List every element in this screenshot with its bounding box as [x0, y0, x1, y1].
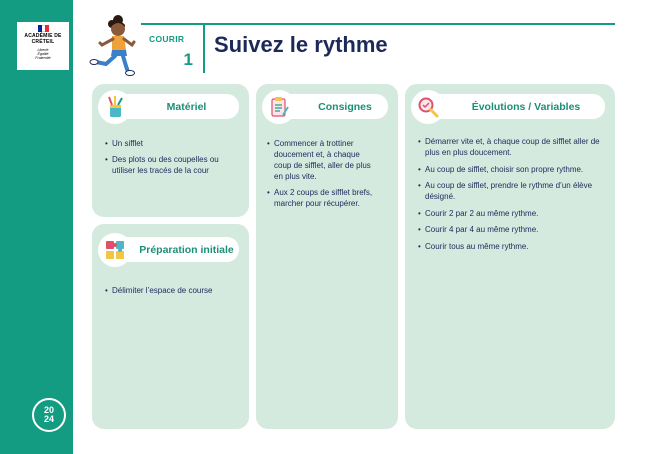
list-item: • Commencer à trottiner doucement et, à chaque coup de sifflet, aller de plus en plus vite. — [267, 138, 379, 182]
activity-number: 1 — [183, 50, 193, 69]
pencil-cup-icon — [98, 90, 132, 124]
list-item: • Aux 2 coups de sifflet brefs, marcher pour récupérer. — [267, 187, 379, 209]
materiel-list — [105, 138, 240, 181]
header-rule — [203, 23, 615, 25]
page-title: Suivez le rythme — [214, 32, 388, 57]
card-header — [417, 94, 605, 119]
list-item: • Courir 2 par 2 au même rythme. — [418, 208, 603, 219]
card-title-materiel: Matériel — [166, 100, 207, 113]
academie-logo — [17, 22, 69, 70]
list-item: • Au coup de sifflet, prendre le rythme d’un élève désigné. — [418, 180, 603, 202]
card-title-evolutions: Évolutions / Variables — [471, 100, 581, 113]
french-flag-icon — [38, 25, 49, 32]
card-title-preparation: Préparation initiale — [139, 243, 234, 256]
list-item: • Démarrer vite et, à chaque coup de sifflet aller de plus en plus doucement. — [418, 136, 603, 158]
list-item: • Des plots ou des coupelles ou utiliser les tracés de la cour — [105, 154, 240, 176]
list-item: • Courir 4 par 4 au même rythme. — [418, 224, 603, 235]
preparation-list — [105, 285, 240, 301]
olympic-2024-badge: 20 24 — [32, 398, 66, 432]
card-preparation — [92, 224, 249, 429]
clipboard-icon — [262, 90, 296, 124]
card-materiel — [92, 84, 249, 217]
consignes-list — [267, 138, 379, 214]
puzzle-icon — [98, 233, 132, 267]
runner-illustration — [88, 14, 142, 76]
sidebar — [0, 0, 73, 454]
activity-label-box — [141, 23, 205, 73]
logo-motto: Liberté Égalité Fraternité — [35, 48, 51, 61]
activity-category: COURIR — [149, 34, 185, 44]
magnifier-icon — [411, 90, 445, 124]
list-item: • Délimiter l’espace de course — [105, 285, 240, 296]
evolutions-list — [418, 136, 603, 257]
list-item: • Un sifflet — [105, 138, 240, 149]
card-consignes — [256, 84, 398, 429]
card-evolutions — [405, 84, 615, 429]
list-item: • Courir tous au même rythme. — [418, 241, 603, 252]
card-title-consignes: Consignes — [318, 100, 372, 113]
logo-institution: ACADÉMIE DE CRÉTEIL — [24, 33, 62, 45]
list-item: • Au coup de sifflet, choisir son propre rythme. — [418, 164, 603, 175]
